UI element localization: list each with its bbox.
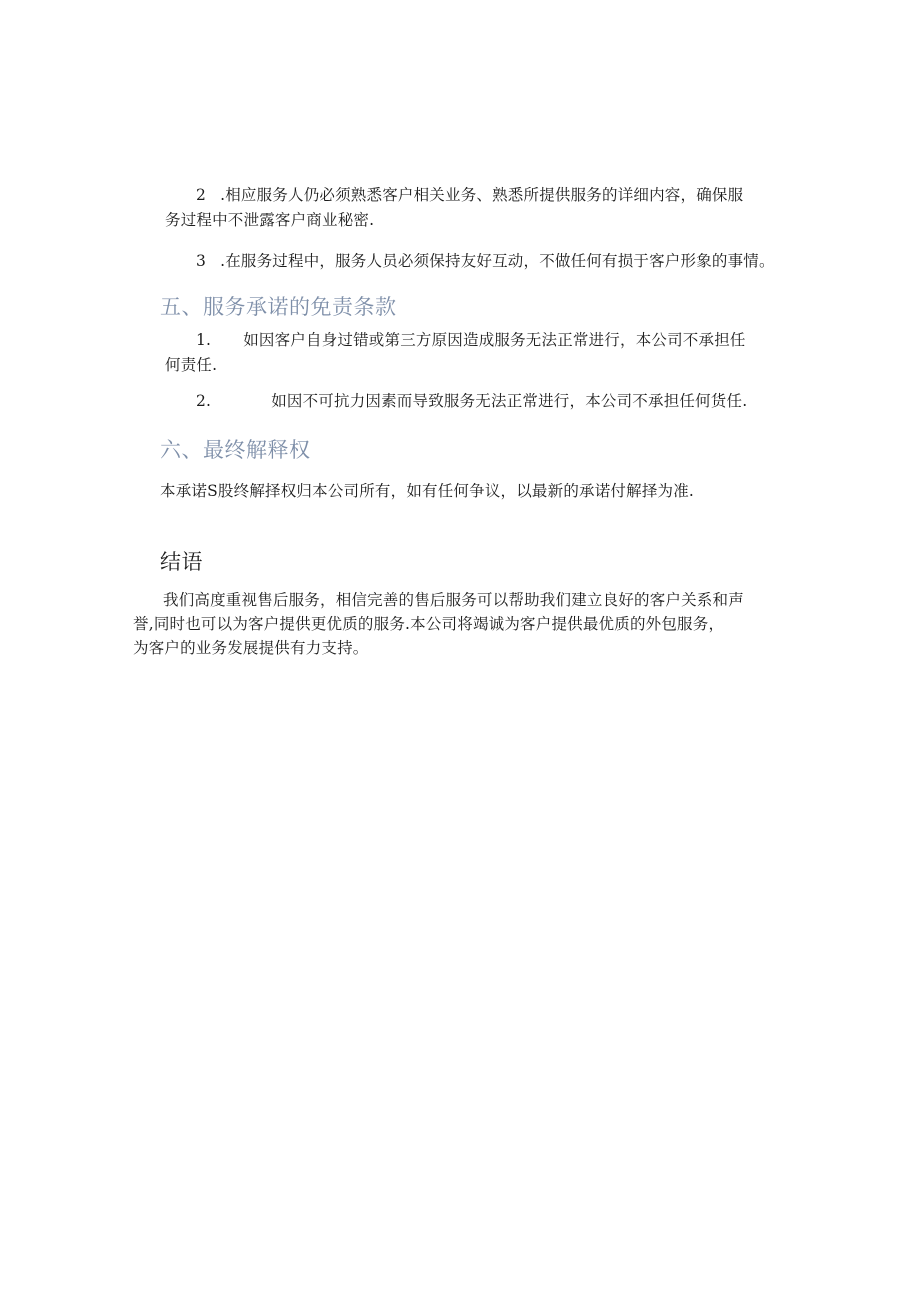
s4-item2-line1: [196, 185, 743, 205]
s5-item1-line2: 何责任.: [165, 356, 218, 374]
conclusion-line3: 为客户的业务发展提供有力支持。: [133, 639, 369, 657]
section5-title: 五、服务承诺的免责条款: [160, 295, 397, 319]
s5-item1-text1: 如因客户自身过错或第三方原因造成服务无法正常进行，本公司不承担任: [243, 331, 746, 349]
s5-item2-line1: [196, 391, 747, 411]
section6-title: 六、最终解释权: [160, 438, 311, 462]
conclusion-title: 结语: [160, 550, 203, 574]
s5-item1-line1: [196, 330, 746, 350]
s4-item3-text1: .在服务过程中，服务人员必须保持友好互动，不做任何有损于客户形象的事情。: [220, 252, 775, 270]
s4-item2-number: 2: [196, 186, 207, 204]
s4-item3-number: 3: [196, 252, 207, 270]
s5-item1-number: 1.: [196, 331, 212, 349]
s4-item3-line1: [196, 251, 775, 271]
conclusion-line2: 誉,同时也可以为客户提供更优质的服务.本公司将竭诚为客户提供最优质的外包服务，: [133, 615, 725, 633]
conclusion-line1: 我们高度重视售后服务，相信完善的售后服务可以帮助我们建立良好的客户关系和声: [163, 591, 744, 609]
s4-item2-line2: 务过程中不泄露客户商业秘密.: [165, 211, 375, 229]
s4-item2-text1: .相应服务人仍必须熟悉客户相关业务、熟悉所提供服务的详细内容，确保服: [220, 186, 744, 204]
s5-item2-text1: 如因不可抗力因素而导致服务无法正常进行，本公司不承担任何货任.: [271, 392, 748, 410]
section6-text: 本承诺S股终解择权归本公司所有，如有任何争议，以最新的承诺付解择为准.: [160, 482, 695, 500]
s5-item2-number: 2.: [196, 392, 212, 410]
